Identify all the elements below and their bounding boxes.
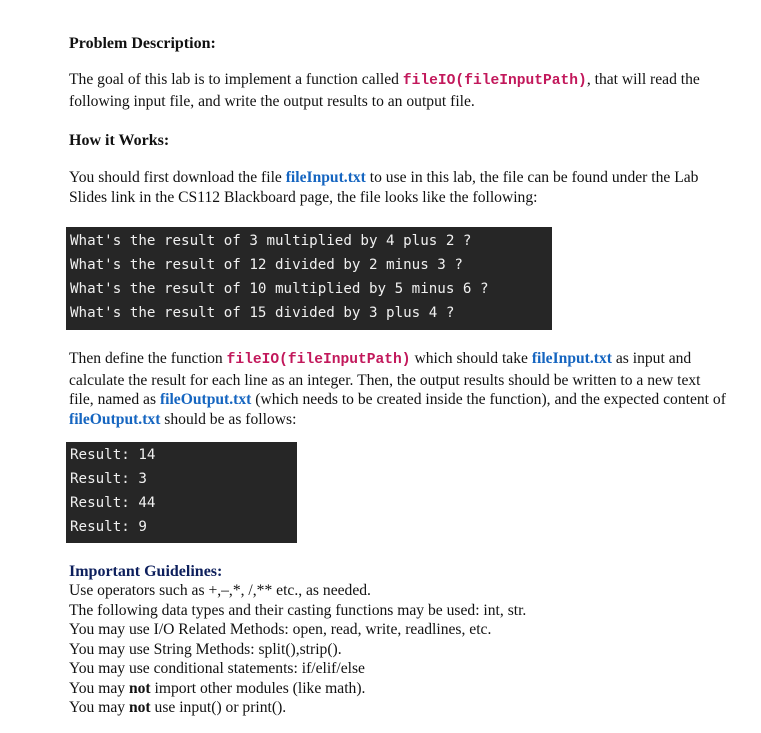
how-paragraph: You should first download the file fileInput.txt to use in this lab, the file can be found under the Lab Slides link in the CS112 Blackboard page, the file looks like the following:: [69, 169, 699, 206]
output-line: Result: 14: [70, 447, 156, 463]
input-line: What's the result of 15 divided by 3 plus 4 ?: [70, 305, 455, 321]
function-signature: fileIO(fileInputPath): [226, 352, 411, 368]
filename-output: fileOutput.txt: [69, 410, 161, 428]
guidelines-section: [69, 562, 729, 718]
how-heading: How it Works:: [69, 132, 170, 149]
guideline-item: The following data types and their casting functions may be used: int, str.: [69, 601, 527, 619]
function-signature: fileIO(fileInputPath): [402, 73, 587, 89]
output-file-terminal: [66, 442, 297, 543]
guideline-item: You may use conditional statements: if/elif/else: [69, 660, 365, 677]
guideline-item: You may use String Methods: split(),strip().: [69, 640, 342, 658]
filename-input: fileInput.txt: [531, 350, 612, 367]
output-line: Result: 44: [70, 495, 156, 511]
filename-output: fileOutput.txt: [159, 391, 252, 408]
define-paragraph: Then define the function fileIO(fileInputPath) which should take fileInput.txt as input and calculate the result for each line as an integer. Then, the output results should be written to a new text file, named as fileOutput.txt (which needs to be created inside the function), and the expected content of fileOutput.txt should be as follows:: [69, 350, 726, 428]
problem-heading: Problem Description:: [69, 35, 216, 52]
guideline-item: You may not use input() or print().: [69, 699, 287, 716]
input-file-terminal: [66, 227, 552, 330]
guideline-item: You may not import other modules (like math).: [69, 679, 366, 697]
problem-paragraph: The goal of this lab is to implement a function called fileIO(fileInputPath), that will read the following input file, and write the output results to an output file.: [69, 71, 700, 110]
filename-input: fileInput.txt: [285, 169, 366, 186]
guidelines-title: Important Guidelines:: [69, 563, 223, 580]
guideline-item: You may use I/O Related Methods: open, read, write, readlines, etc.: [69, 621, 492, 638]
output-line: Result: 3: [70, 471, 147, 487]
input-line: What's the result of 10 multiplied by 5 minus 6 ?: [70, 281, 489, 297]
input-line: What's the result of 12 divided by 2 minus 3 ?: [70, 257, 463, 273]
input-line: What's the result of 3 multiplied by 4 plus 2 ?: [70, 233, 472, 249]
guideline-item: Use operators such as +,–,*, /,** etc., as needed.: [69, 582, 371, 599]
output-line: Result: 9: [70, 519, 147, 535]
